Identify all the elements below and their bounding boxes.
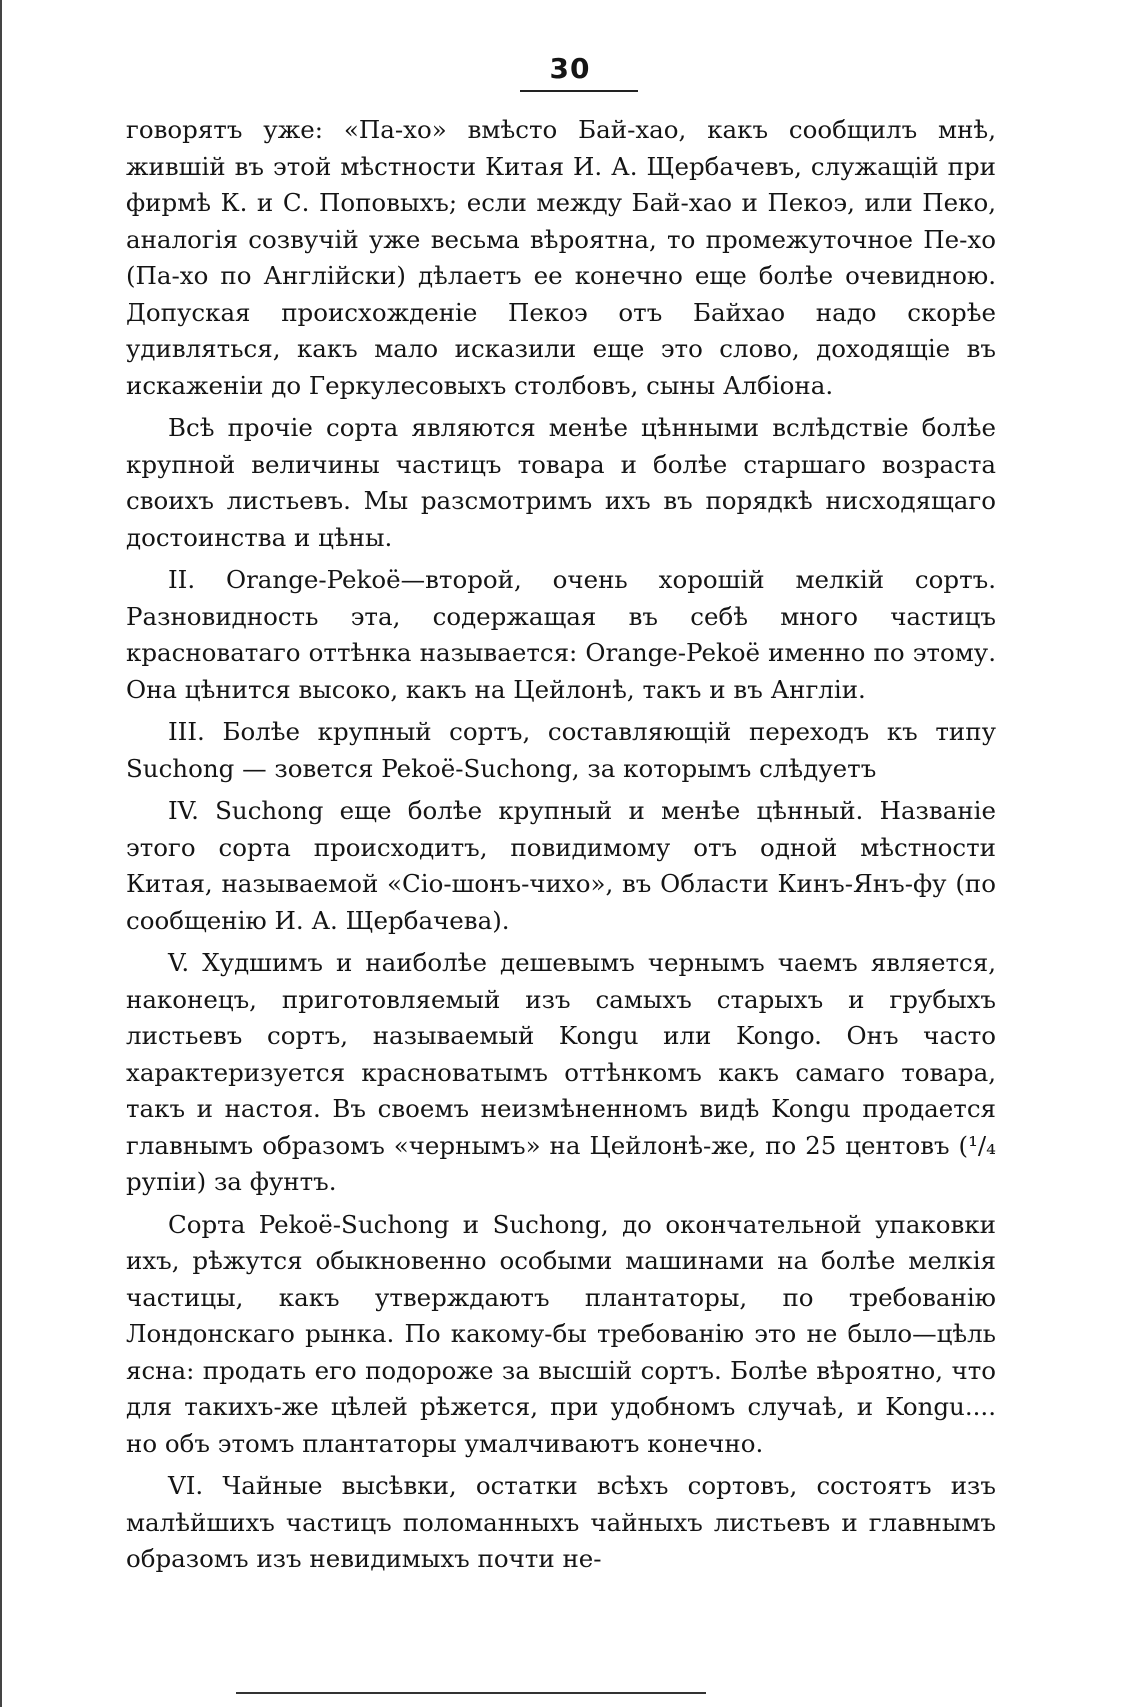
paragraph-suchong: IV. Suchong еще болѣе крупный и менѣе цѣнный. Названіе этого сорта происходитъ, повидимому отъ одной мѣстности Китая, называемой «Сіо-шонъ-чихо», въ Области Кинъ-Янъ-фу (по сообщенію И. А. Щербачева). [126, 796, 996, 935]
bottom-rule [236, 1692, 706, 1694]
paragraph-orange-pekoe: II. Orange-Pekoë—второй, очень хорошій мелкій сортъ. Разновидность эта, содержащая въ себѣ много частицъ красноватаго оттѣнка называется: Orange-Pekoë именно по этому. Она цѣнится высоко, какъ на Цейлонѣ, такъ и въ Англіи. [126, 565, 996, 704]
paragraph-kongu: V. Худшимъ и наиболѣе дешевымъ чернымъ чаемъ является, наконецъ, приготовляемый изъ самыхъ старыхъ и грубыхъ листьевъ сортъ, называемый Kongu или Kongo. Онъ часто характеризуется красноватымъ оттѣнкомъ какъ самаго товара, такъ и настоя. Въ своемъ неизмѣненномъ видѣ Kongu продается главнымъ образомъ «чернымъ» на Цейлонѣ-же, по 25 центовъ (¹/₄ рупіи) за фунтъ. [126, 948, 996, 1196]
paragraph-pekoe-suchong: III. Болѣе крупный сортъ, составляющій переходъ къ типу Suchong — зовется Pekoë-Suchong, за которымъ слѣдуетъ [126, 717, 996, 783]
main-text [126, 112, 996, 1584]
page-edge-line [0, 0, 2, 1707]
paragraph-cutting: Сорта Pekoë-Suchong и Suchong, до окончательной упаковки ихъ, рѣжутся обыкновенно особыми машинами на болѣе мелкія частицы, какъ утверждаютъ плантаторы, по требованію Лондонскаго рынка. По какому-бы требованію это не было—цѣль ясна: продать его подороже за высшій сортъ. Болѣе вѣроятно, что для такихъ-же цѣлей рѣжется, при удобномъ случаѣ, и Kongu.... но объ этомъ плантаторы умалчиваютъ конечно. [126, 1209, 996, 1458]
page-number-underline [520, 90, 638, 92]
paragraph-tea-siftings: VI. Чайные высѣвки, остатки всѣхъ сортовъ, состоятъ изъ малѣйшихъ частицъ поломанныхъ чайныхъ листьевъ и главнымъ образомъ изъ невидимыхъ почти не- [126, 1471, 996, 1573]
paragraph-continuation: говорятъ уже: «Па-хо» вмѣсто Бай-хао, какъ сообщилъ мнѣ, жившій въ этой мѣстности Китая И. А. Щербачевъ, служащій при фирмѣ К. и С. Поповыхъ; если между Бай-хао и Пекоэ, или Пеко, аналогія созвучій уже весьма вѣроятна, то промежуточное Пе-хо (Па-хо по Англійски) дѣлаетъ ее конечно еще болѣе очевидною. Допуская происхожденіе Пекоэ отъ Байхао надо скорѣе удивляться, какъ мало исказили еще это слово, доходящіе въ искаженіи до Геркулесовыхъ столбовъ, сыны Албіона. [126, 115, 996, 400]
page-number: 30 [549, 52, 591, 85]
paragraph-other-grades: Всѣ прочіе сорта являются менѣе цѣнными вслѣдствіе болѣе крупной величины частицъ товара и болѣе старшаго возраста своихъ листьевъ. Мы разсмотримъ ихъ въ порядкѣ нисходящаго достоинства и цѣны. [126, 413, 996, 552]
